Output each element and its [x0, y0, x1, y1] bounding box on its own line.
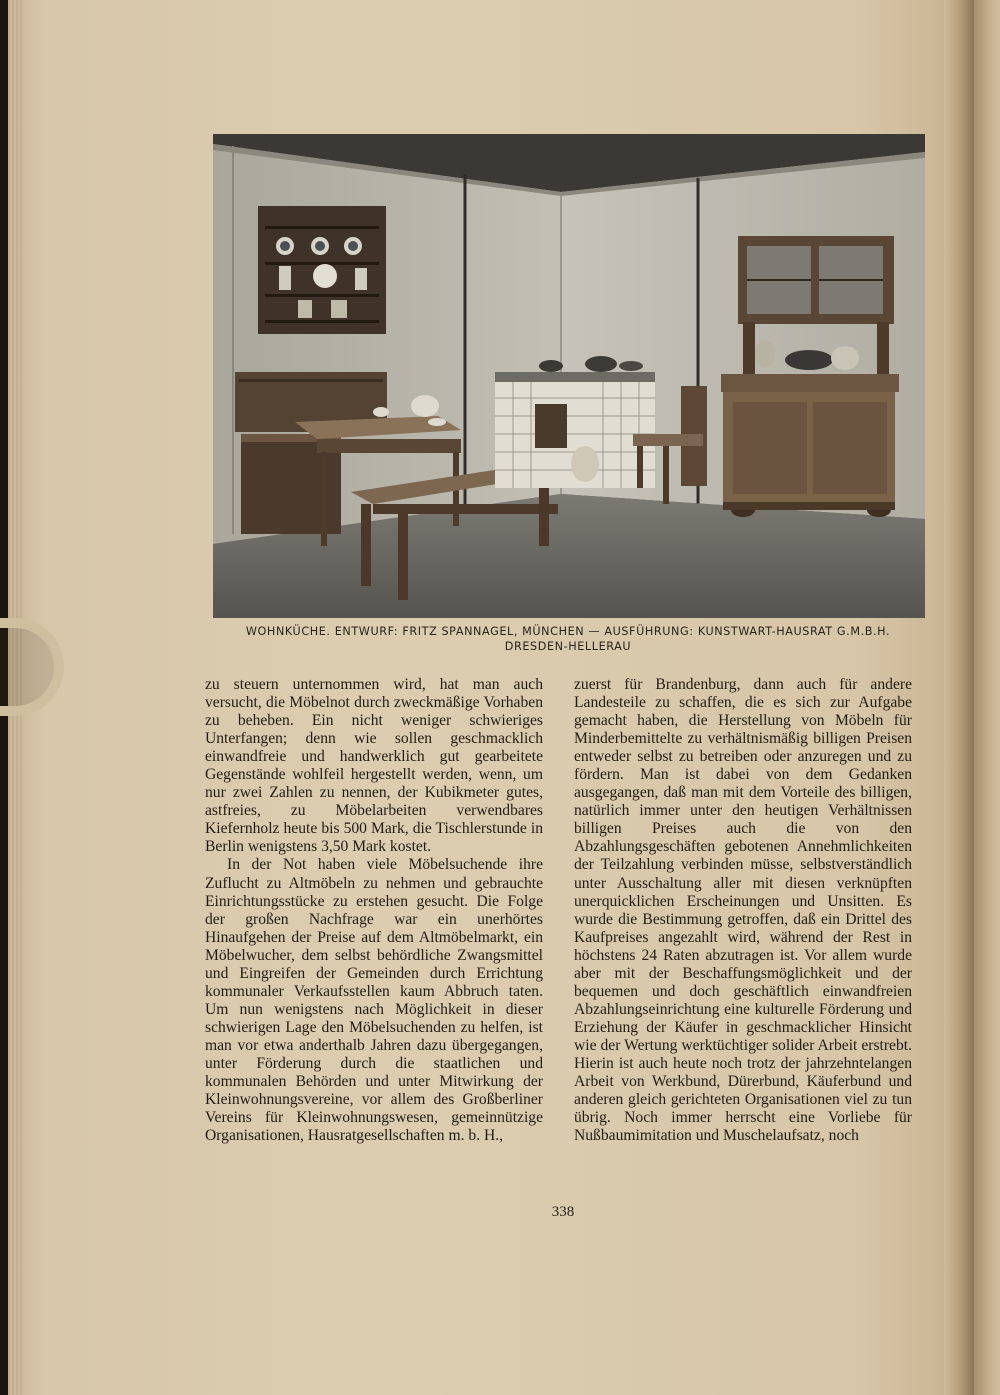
page-gutter-curl	[944, 0, 974, 1395]
caption-line-2: DRESDEN-HELLERAU	[504, 640, 632, 653]
kitchen-photograph	[213, 134, 925, 618]
left-paragraph-2: In der Not haben viele Möbelsuchende ihre Zuflucht zu Altmöbeln zu nehmen und gebrauchte Einrichtungsstücke zu erstehen gesucht. Die Folge der großen Nachfrage war ein unerhörtes Hinaufgehen der Preise auf dem Altmöbelmarkt, ein Möbelwucher, dem selbst behördliche Zwangsmittel und Eingreifen der Gemeinden durch Errichtung kommunaler Verkaufsstellen kaum Abbruch taten. Um nun wenigstens nach Möglichkeit in dieser schwierigen Lage den Möbelsuchenden zu helfen, ist man vor etwa anderthalb Jahren dazu übergegangen, unter Förderung durch die staatlichen und kommunalen Behörden und unter Mitwirkung der Kleinwohnungsvereine, vor allem des Großberliner Vereins für Kleinwohnungswesen, gemeinnützige Organisationen, Hausratgesellschaften m. b. H.,	[205, 856, 543, 1145]
right-text-column	[574, 676, 912, 1145]
next-page-edge	[974, 0, 1000, 1395]
book-page	[8, 0, 974, 1395]
kitchen-illustration	[213, 134, 925, 618]
right-paragraph-1: zuerst für Brandenburg, dann auch für andere Landesteile zu schaffen, die es sich zur Aufgabe gemacht haben, die Herstellung von Möbeln für Minderbemittelte zu verhältnismäßig billigen Preisen entweder selbst zu betreiben oder anzuregen und zu fördern. Man ist dabei von dem Gedanken ausgegangen, daß man mit dem Vorteile des billigen, natürlich immer unter den heutigen Verhältnissen billigen Preises auch die von den Abzahlungsgeschäften gebotenen Annehmlichkeiten der Teilzahlung verbinden müsse, selbstverständlich unter Ausschaltung aller mit diesen verknüpften unerquicklichen Erscheinungen und Unsitten. Es wurde die Bestimmung getroffen, daß ein Drittel des Kaufpreises angezahlt wird, während der Rest in höchstens 24 Raten abzutragen ist. Vor allem wurde aber mit der Beschaffungsmöglichkeit und der bequemen und doch geschäftlich einwandfreien Abzahlungseinrichtung eine kulturelle Förderung und Erziehung der Käufer in geschmacklicher Hinsicht wie der Wertung werktüchtiger solider Arbeit erstrebt. Hierin ist auch heute noch trotz der jahrzehntelangen Arbeit von Werkbund, Dürerbund, Käuferbund und anderen gleich gerichteten Organisationen viel zu tun übrig. Noch immer herrscht eine Vorliebe für Nußbaumimitation und Muschelaufsatz, noch	[574, 676, 912, 1145]
photo-caption	[198, 624, 938, 654]
caption-line-1: WOHNKÜCHE. ENTWURF: FRITZ SPANNAGEL, MÜNCHEN — AUSFÜHRUNG: KUNSTWART-HAUSRAT G.M.B.H.	[245, 625, 891, 638]
left-text-column	[205, 676, 543, 1145]
page-number: 338	[551, 1204, 575, 1220]
left-paragraph-1: zu steuern unternommen wird, hat man auch versucht, die Möbelnot durch zweckmäßige Vorhaben zu beheben. Ein nicht weniger schwieriges Unterfangen; denn wie sollen geschmacklich einwandfreie und handwerklich gut gearbeitete Gegenstände wohlfeil hergestellt werden, wenn, um nur zwei Zahlen zu nennen, der Kubikmeter gutes, astfreies, zu Möbelarbeiten verwendbares Kiefernholz heute bis 500 Mark, die Tischlerstunde in Berlin wenigstens 3,50 Mark kostet.	[205, 676, 543, 856]
